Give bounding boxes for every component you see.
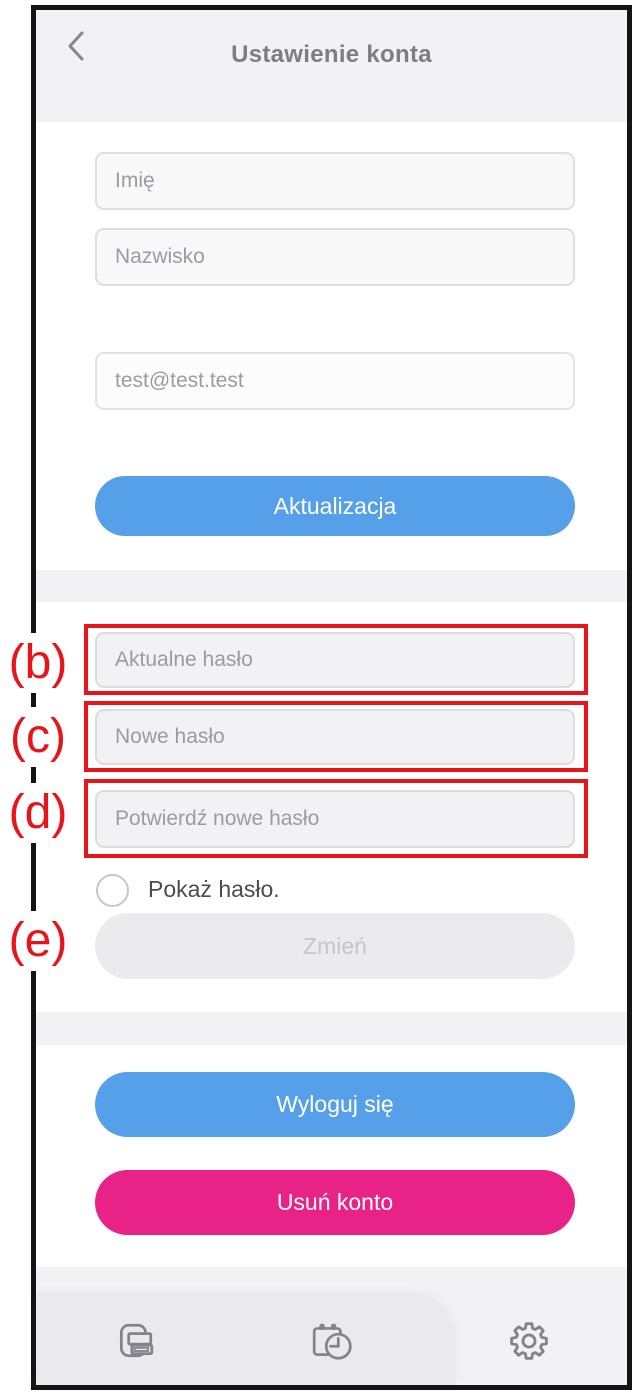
- last-name-input[interactable]: [95, 228, 575, 286]
- annotation-label-d: (d): [6, 783, 70, 843]
- show-password-radio[interactable]: [96, 874, 129, 907]
- header: [36, 10, 627, 122]
- device-panels-icon: [112, 1320, 158, 1362]
- email-input[interactable]: [95, 352, 575, 410]
- first-name-input[interactable]: [95, 152, 575, 210]
- logout-button[interactable]: Wyloguj się: [95, 1072, 575, 1137]
- current-password-input[interactable]: [95, 632, 575, 688]
- tab-bar: [36, 1267, 627, 1385]
- update-button[interactable]: Aktualizacja: [95, 476, 575, 536]
- change-password-button[interactable]: Zmień: [95, 913, 575, 979]
- page-title: Ustawienie konta: [231, 41, 432, 68]
- schedule-calendar-clock-icon: [308, 1319, 356, 1363]
- confirm-password-input[interactable]: [95, 790, 575, 848]
- annotation-label-e: (e): [6, 911, 70, 971]
- settings-gear-icon: [507, 1319, 551, 1363]
- phone-frame: [31, 5, 632, 1390]
- show-password-label: Pokaż hasło.: [148, 876, 280, 902]
- new-password-input[interactable]: [95, 709, 575, 765]
- annotation-label-c: (c): [6, 707, 70, 767]
- back-button[interactable]: [56, 24, 96, 68]
- account-settings-screen: [36, 10, 627, 1385]
- chevron-left-icon: [65, 29, 87, 63]
- section-divider: [36, 1012, 627, 1045]
- tab-settings[interactable]: [430, 1297, 627, 1385]
- tab-schedule[interactable]: [233, 1297, 430, 1385]
- annotation-label-b: (b): [6, 633, 70, 693]
- tab-devices[interactable]: [36, 1297, 233, 1385]
- delete-account-button[interactable]: Usuń konto: [95, 1170, 575, 1235]
- section-divider: [36, 570, 627, 602]
